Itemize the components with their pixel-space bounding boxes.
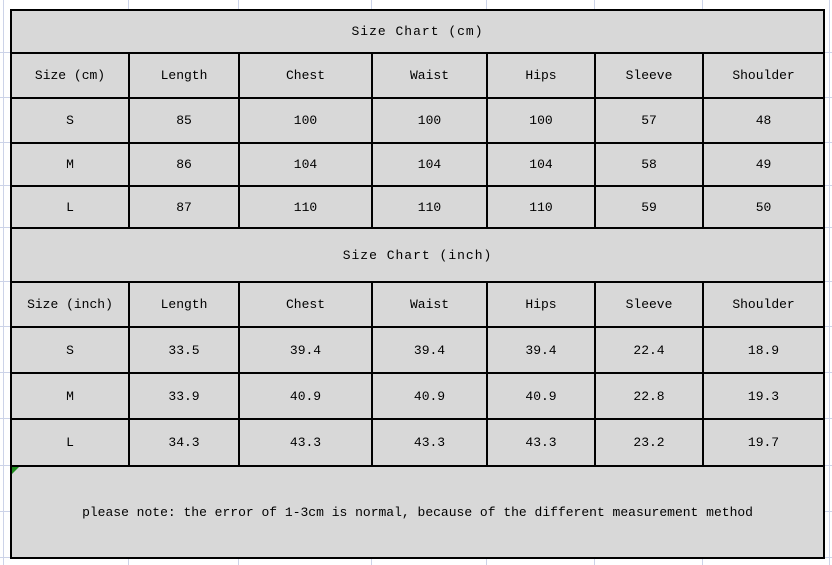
cm-header-hips: Hips (487, 53, 595, 98)
cell: L (11, 419, 129, 466)
cm-header-row (11, 53, 824, 98)
cell: 43.3 (239, 419, 372, 466)
cm-table-title: Size Chart (cm) (11, 10, 824, 53)
cell: 57 (595, 98, 703, 143)
cell: 110 (239, 186, 372, 228)
cm-title-row (11, 10, 824, 53)
cell: 104 (372, 143, 487, 186)
cell: 19.3 (703, 373, 824, 419)
cm-row-s (11, 98, 824, 143)
inch-title-row (11, 228, 824, 282)
cell: 39.4 (487, 327, 595, 373)
cell: 40.9 (487, 373, 595, 419)
cell: S (11, 98, 129, 143)
cell: S (11, 327, 129, 373)
cell: 22.8 (595, 373, 703, 419)
cm-header-size: Size (cm) (11, 53, 129, 98)
cell: 50 (703, 186, 824, 228)
cell: 43.3 (487, 419, 595, 466)
cell: 18.9 (703, 327, 824, 373)
cell: 110 (372, 186, 487, 228)
inch-header-shoulder: Shoulder (703, 282, 824, 327)
inch-table-title: Size Chart (inch) (11, 228, 824, 282)
cell: 22.4 (595, 327, 703, 373)
cell: 104 (239, 143, 372, 186)
cell: 100 (487, 98, 595, 143)
cell: 87 (129, 186, 239, 228)
cell: L (11, 186, 129, 228)
cell: 59 (595, 186, 703, 228)
inch-header-chest: Chest (239, 282, 372, 327)
cell: 48 (703, 98, 824, 143)
cell: 110 (487, 186, 595, 228)
cell: M (11, 373, 129, 419)
cell: 43.3 (372, 419, 487, 466)
note-text: please note: the error of 1-3cm is normal, because of the different measurement method (82, 504, 753, 520)
cell: 85 (129, 98, 239, 143)
cell: 49 (703, 143, 824, 186)
inch-row-s (11, 327, 824, 373)
cell: 100 (372, 98, 487, 143)
inch-row-m (11, 373, 824, 419)
size-chart-table (10, 9, 825, 559)
cell: 40.9 (372, 373, 487, 419)
cm-header-chest: Chest (239, 53, 372, 98)
cell: 19.7 (703, 419, 824, 466)
cm-row-m (11, 143, 824, 186)
cm-row-l (11, 186, 824, 228)
cell: 39.4 (239, 327, 372, 373)
gridline (829, 0, 830, 565)
note-row (11, 466, 824, 558)
cm-header-shoulder: Shoulder (703, 53, 824, 98)
cell: 33.5 (129, 327, 239, 373)
gridline (3, 0, 4, 565)
cell: 86 (129, 143, 239, 186)
cm-header-waist: Waist (372, 53, 487, 98)
inch-header-length: Length (129, 282, 239, 327)
cm-header-sleeve: Sleeve (595, 53, 703, 98)
cell: 104 (487, 143, 595, 186)
inch-header-size: Size (inch) (11, 282, 129, 327)
cell: 58 (595, 143, 703, 186)
cell-error-triangle-icon (12, 467, 19, 474)
inch-header-waist: Waist (372, 282, 487, 327)
inch-row-l (11, 419, 824, 466)
cell: 40.9 (239, 373, 372, 419)
cm-header-length: Length (129, 53, 239, 98)
cell: 100 (239, 98, 372, 143)
cell: 39.4 (372, 327, 487, 373)
note-cell (11, 466, 824, 558)
cell: 23.2 (595, 419, 703, 466)
cell: 34.3 (129, 419, 239, 466)
inch-header-row (11, 282, 824, 327)
cell: M (11, 143, 129, 186)
cell: 33.9 (129, 373, 239, 419)
inch-header-sleeve: Sleeve (595, 282, 703, 327)
inch-header-hips: Hips (487, 282, 595, 327)
